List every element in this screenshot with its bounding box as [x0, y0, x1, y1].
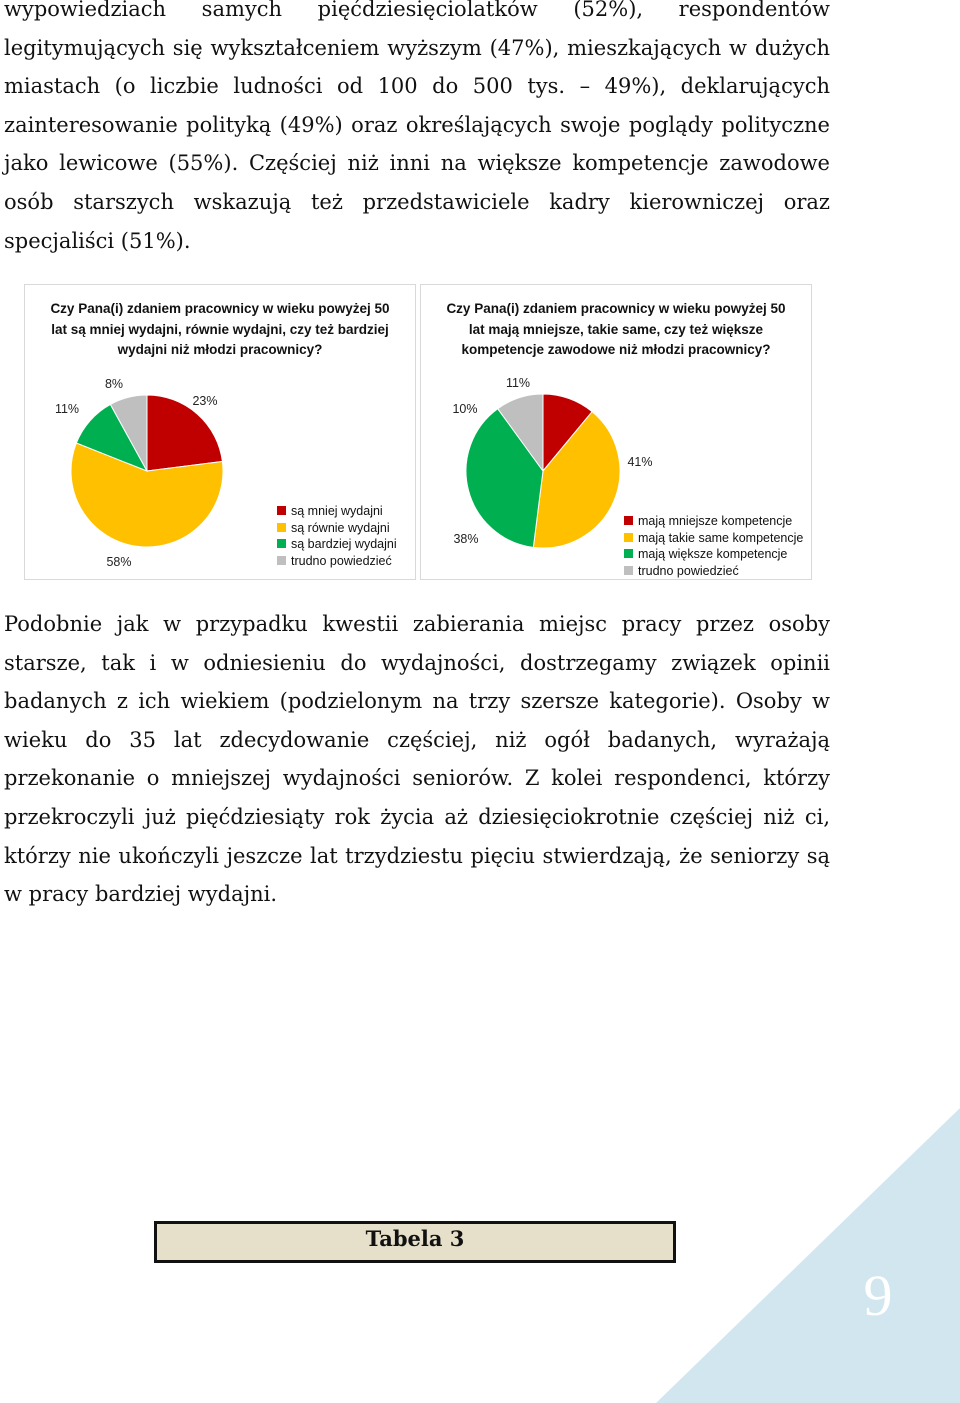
legend-label: mają takie same kompetencje [638, 530, 804, 545]
page-number: 9 [863, 1263, 893, 1328]
table-caption-label: Tabela 3 [365, 1226, 465, 1251]
pie-data-label: 8% [104, 377, 124, 391]
paragraph-middle: Podobnie jak w przypadku kwestii zabierania miejsc pracy przez osoby starsze, tak i w odniesieniu do wydajności, dostrzegamy związek opinii badanych z ich wiekiem (podzielonym na trzy szersze kategorie). Osoby w wieku do 35 lat zdecydowanie częściej, niż ogół badanych, wyrażają przekonanie o mniejszej wydajności seniorów. Z kolei respondenci, którzy przekroczyli już pięćdziesiąty rok życia aż dziesięciokrotnie częściej niż ci, którzy nie ukończyli jeszcze lat trzydziestu pięciu stwierdzają, że seniorzy są w pracy bardziej wydajni. [4, 612, 830, 907]
chart-title: Czy Pana(i) zdaniem pracownicy w wieku powyżej 50 lat są mniej wydajni, równie wydajni, czy też bardziej wydajni niż młodzi pracownicy? [50, 301, 390, 357]
table-caption [154, 1221, 676, 1263]
pie-data-label: 41% [627, 455, 653, 469]
pie-data-label: 11% [505, 376, 531, 390]
corner-triangle [656, 1108, 960, 1403]
pie-data-label: 11% [54, 402, 80, 416]
legend-label: mają mniejsze kompetencje [638, 514, 793, 528]
legend-label: trudno powiedzieć [638, 563, 739, 578]
paragraph-top: wypowiedziach samych pięćdziesięciolatków (52%), respondentów legitymujących się wykształceniem wyższym (47%), mieszkających w dużych miastach (o liczbie ludności od 100 do 500 tys. – 49%), deklarujących zainteresowanie polityką (49%) oraz określających swoje poglądy polityczne jako lewicowe (55%). Częściej niż inni na większe kompetencje zawodowe osób starszych wskazują też przedstawiciele kadry kierowniczej oraz specjaliści (51%). [4, 0, 830, 253]
legend-label: mają większe kompetencje [638, 547, 788, 562]
pie-data-label: 10% [452, 402, 478, 416]
legend-label: trudno powiedzieć [291, 553, 392, 568]
pie-data-label: 38% [453, 532, 479, 546]
chart-title: Czy Pana(i) zdaniem pracownicy w wieku powyżej 50 lat mają mniejsze, takie same, czy też większe kompetencje zawodowe niż młodzi pracownicy? [446, 301, 786, 357]
legend-label: są bardziej wydajni [291, 537, 397, 552]
legend-label: są mniej wydajni [291, 504, 383, 518]
pie-data-label: 23% [192, 394, 218, 408]
pie-data-label: 58% [106, 555, 132, 569]
legend-label: są równie wydajni [291, 520, 390, 535]
